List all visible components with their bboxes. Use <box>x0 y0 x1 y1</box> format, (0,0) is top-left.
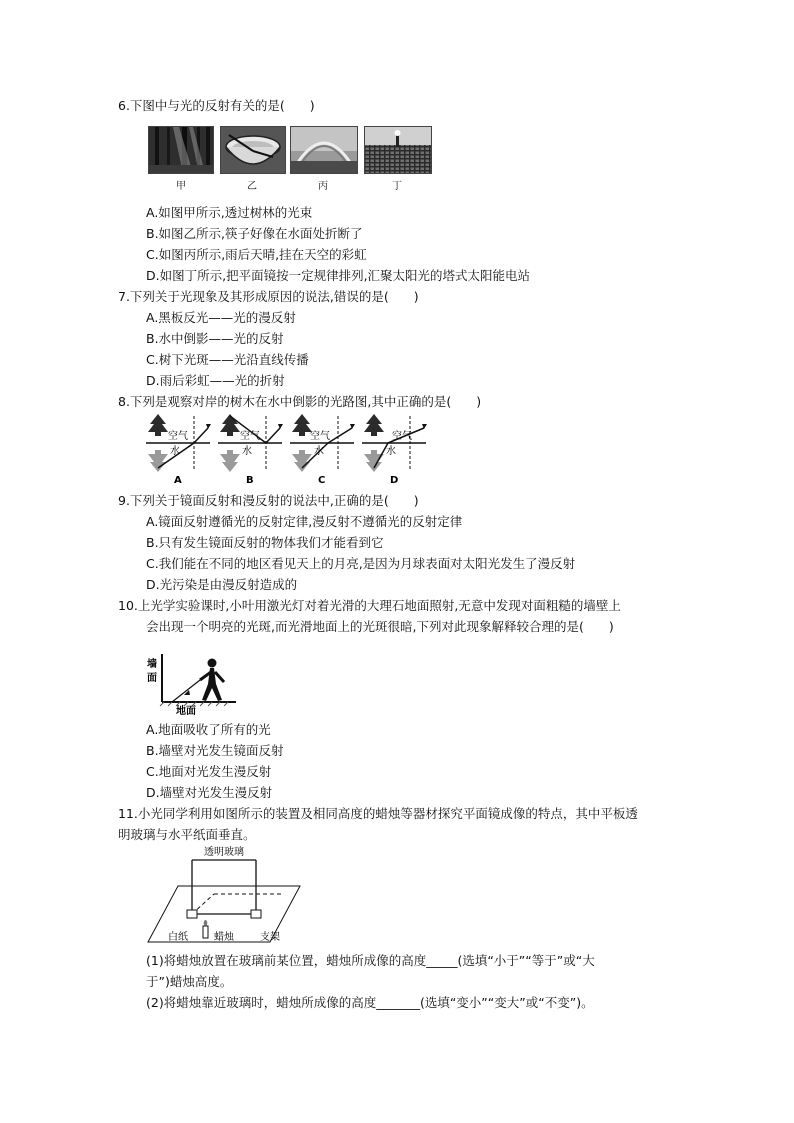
laser-wall-diagram <box>144 650 244 716</box>
q9-option-b: B.只有发生镜面反射的物体我们才能看到它 <box>146 535 384 550</box>
paper-label: 白纸 <box>168 932 188 943</box>
q7-option-b: B.水中倒影——光的反射 <box>146 331 284 346</box>
q9-option-a: A.镜面反射遵循光的反射定律,漫反射不遵循光的反射定律 <box>146 514 463 529</box>
ground-label: 地面 <box>176 706 196 716</box>
air-label: 空气 <box>240 431 260 442</box>
q10-option-a: A.地面吸收了所有的光 <box>146 722 271 737</box>
wall-label: 墙 <box>147 659 157 670</box>
water-label: 水 <box>242 446 252 457</box>
q8-stem: 8.下列是观察对岸的树木在水中倒影的光路图,其中正确的是( ) <box>118 394 482 409</box>
q6-option-a: A.如图甲所示,透过树林的光束 <box>146 205 313 220</box>
q10-option-d: D.墙壁对光发生漫反射 <box>146 785 273 800</box>
q7-option-c: C.树下光斑——光沿直线传播 <box>146 352 309 367</box>
q11-part1-line2: 于”)蜡烛高度。 <box>146 974 233 989</box>
q10-option-c: C.地面对光发生漫反射 <box>146 764 272 779</box>
q6-option-b: B.如图乙所示,筷子好像在水面处折断了 <box>146 226 363 241</box>
candle-label: 蜡烛 <box>214 932 234 943</box>
air-label: 空气 <box>392 431 412 442</box>
rainbow-photo <box>290 126 358 174</box>
q7-stem: 7.下列关于光现象及其形成原因的说法,错误的是( ) <box>118 289 419 304</box>
diagram-label: B <box>246 475 254 486</box>
air-label: 空气 <box>310 431 330 442</box>
plane-mirror-apparatus <box>144 844 314 946</box>
reflection-ray-diagrams <box>144 412 444 488</box>
photo-caption: 乙 <box>247 181 257 192</box>
air-label: 空气 <box>168 431 188 442</box>
q9-stem: 9.下列关于镜面反射和漫反射的说法中,正确的是( ) <box>118 493 419 508</box>
q6-stem: 6.下图中与光的反射有关的是( ) <box>118 98 315 113</box>
diagram-a <box>146 414 211 486</box>
q6-option-c: C.如图丙所示,雨后天晴,挂在天空的彩虹 <box>146 247 367 262</box>
solar-tower-photo <box>364 126 432 174</box>
diagram-b <box>218 414 283 486</box>
q11-part2: (2)将蜡烛靠近玻璃时，蜡烛所成像的高度_______(选填“变小”“变大”或“不变”)。 <box>146 995 594 1010</box>
water-label: 水 <box>386 446 396 457</box>
photo-caption: 丁 <box>392 181 402 192</box>
q7-option-d: D.雨后彩虹——光的折射 <box>146 373 285 388</box>
q10-stem-line1: 10.上光学实验课时,小叶用激光灯对着光滑的大理石地面照射,无意中发现对面粗糙的墙壁上 <box>118 598 621 613</box>
glass-label: 透明玻璃 <box>204 847 244 858</box>
q7-option-a: A.黑板反光——光的漫反射 <box>146 310 296 325</box>
q6-option-d: D.如图丁所示,把平面镜按一定规律排列,汇聚太阳光的塔式太阳能电站 <box>146 268 531 283</box>
q9-option-d: D.光污染是由漫反射造成的 <box>146 577 298 592</box>
q11-part1-line1: (1)将蜡烛放置在玻璃前某位置，蜡烛所成像的高度_____(选填“小于”“等于”或“大 <box>146 953 595 968</box>
stand-label: 支架 <box>260 932 280 943</box>
q10-stem-line2: 会出现一个明亮的光斑,而光滑地面上的光斑很暗,下列对此现象解释较合理的是( ) <box>146 619 614 634</box>
q9-option-c: C.我们能在不同的地区看见天上的月亮,是因为月球表面对太阳光发生了漫反射 <box>146 556 576 571</box>
diagram-d <box>362 414 427 486</box>
water-label: 水 <box>314 446 324 457</box>
photo-caption: 丙 <box>318 181 328 192</box>
wall-label: 面 <box>147 673 157 684</box>
diagram-label: C <box>318 475 326 486</box>
diagram-label: D <box>390 475 399 486</box>
bowl-chopsticks-photo <box>220 126 286 174</box>
diagram-label: A <box>174 475 182 486</box>
photo-caption: 甲 <box>176 181 186 192</box>
forest-photo <box>148 126 214 174</box>
diagram-c <box>290 414 355 486</box>
q11-stem-line2: 明玻璃与水平纸面垂直。 <box>118 827 256 842</box>
q10-option-b: B.墙壁对光发生镜面反射 <box>146 743 284 758</box>
water-label: 水 <box>170 446 180 457</box>
q11-stem-line1: 11.小光同学利用如图所示的装置及相同高度的蜡烛等器材探究平面镜成像的特点，其中平板透 <box>118 806 638 821</box>
